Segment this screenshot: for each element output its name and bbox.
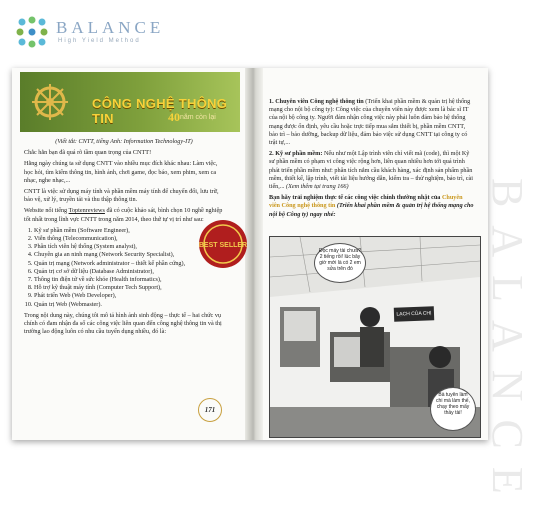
list-item: 7. Thông tin điện tử về sức khỏe (Health informatics),: [34, 276, 224, 284]
paragraph: [24, 207, 224, 223]
right-page: [263, 68, 532, 512]
text: (Triển khai phần mềm & quản trị hệ thống mạng cho nội bộ Công ty) ngay nhé:: [269, 202, 474, 218]
ship-wheel-icon: [30, 82, 70, 122]
list-item: 6. Quản trị cơ sở dữ liệu (Database Administrator),: [34, 268, 224, 276]
logo-brand: BALANCE: [56, 18, 165, 37]
logo: [14, 14, 164, 50]
list-item: 10. Quản trị Web (Webmaster).: [34, 301, 224, 309]
seal-text: BEST SELLER: [198, 242, 248, 249]
logo-tagline: High Yield Method: [58, 38, 141, 44]
item-2-title: Kỹ sư phần mềm:: [275, 150, 323, 158]
paragraph: Hằng ngày chúng ta sử dụng CNTT vào nhiều mục đích khác nhau: Làm việc, học hỏi, tìm kiếm thông tin, hình ảnh, chơi game, đọc báo, xem phim, xem ca nhạc, nghe nhạc,...: [24, 160, 218, 184]
logo-dots-icon: [14, 14, 50, 50]
item-1: 1. Chuyên viên Công nghệ thông tin (Triển khai phần mềm & quản trị hệ thống mạng cho nội bộ công ty): Công việc của chuyên viên này được xem là bác sĩ IT của nội bộ công ty. Người đảm nhận công việc này phải luôn đảm bảo hệ thống mạng được ổn định, yêu cầu hoặc trực tiếp mua sắm thiết bị, phần mềm CNTT, bảo trì – bảo dưỡng, backup dữ liệu, đảm bảo việc sử dụng CNTT tại công ty có trật tự,...: [269, 98, 471, 147]
chapter-banner: [20, 72, 240, 132]
highlight-text: Chuyên viên Công nghệ thông tin: [269, 194, 463, 210]
item-2-reference: (Xem thêm tại trang 166): [286, 183, 349, 191]
text: Bạn hãy trải nghiệm thực tế các công việc chính thường nhật của: [269, 194, 441, 202]
item-2: 2. Kỹ sư phần mềm: Nếu như một Lập trình viên chỉ viết mã (code), thì một Kỹ sư phần mềm có phạm vi công việc rộng hơn, liên quan nhiều hơn tới quá trình phát triển phần mềm như: phân tích nắm cầu khách hàng, xác định sản phẩm phần mềm, thiết kế, lập trình, viết tài liệu hướng dẫn, kiểm tra – thử nghiệm, bảo trì, cài tiến,... (Xem thêm tại trang 166): [269, 150, 473, 191]
right-page-body: [269, 98, 474, 222]
door-sign: LẠCH CỦA CHỊ: [394, 306, 434, 321]
list-item: 4. Chuyên gia an ninh mạng (Network Security Specialist),: [34, 251, 224, 259]
watermark: BALANCE: [483, 178, 532, 512]
left-page-body: [24, 138, 224, 339]
paragraph: CNTT là việc sử dụng máy tính và phần mềm máy tính để chuyển đổi, lưu trữ, bảo vệ, xử lý, truyền tải và thu thập thông tin.: [24, 188, 219, 204]
text: Website nổi tiếng: [24, 207, 68, 215]
chapter-title: CÔNG NGHỆ THÔNG TIN: [92, 96, 228, 126]
website-name: Toptenreviews: [68, 207, 105, 215]
left-page: [12, 68, 246, 440]
comic-illustration: [269, 236, 481, 438]
item-1-text: (Triển khai phần mềm & quản trị hệ thống mạng cho nội bộ công ty): Công việc của chuyên viên này được xem là bác sĩ IT của nội bộ công ty. Người đảm nhận công việc này phải luôn đảm bảo hệ thống mạng được ổn định, yêu cầu hoặc trực tiếp mua sắm thiết bị, phần mềm CNTT, bảo trì – bảo dưỡng, backup dữ liệu, đảm bảo việc sử dụng CNTT tại công ty có trật tự,...: [269, 98, 471, 147]
chapter-subtitle: năm còn lại: [180, 114, 216, 121]
speech-bubble: Đọc máy tài chưa? 2 tiếng rồi! lúc bây giờ mới là có 2 em sửa trên đó: [314, 243, 366, 283]
paragraph: Chắc hẳn bạn đã quá rõ tầm quan trọng của CNTT!: [24, 149, 152, 157]
item-2-text: Nếu như một Lập trình viên chỉ viết mã (code), thì một Kỹ sư phần mềm có phạm vi công việc rộng hơn, liên quan nhiều hơn tới quá trình phát triển phần mềm như: phân tích nắm cầu khách hàng, xác định sản phẩm phần mềm, thiết kế, lập trình, viết tài liệu hướng dẫn, kiểm tra – thử nghiệm, bảo trì, cài tiến,...: [269, 150, 473, 191]
open-book: [12, 68, 532, 512]
list-item: 2. Viễn thông (Telecommunication),: [34, 235, 224, 243]
item-1-title: Chuyên viên Công nghệ thông tin: [275, 98, 364, 105]
chapter-number: 40: [168, 110, 180, 124]
paragraph: Trong nội dung này, chúng tôi mô tả hình ảnh sinh động – thực tế – hai chức vụ chính có đam nhận đa số các công việc liên quan đến công nghệ thông tin và thị trường lao động luôn có nhu cầu tuyển dụng nhiều, đó là:: [24, 311, 222, 336]
comic-prompt: [269, 194, 474, 219]
text: đã có cuộc khảo sát, bình chọn 10 nghề nghiệp tốt nhất trong lĩnh vực CNTT trong năm 2014, theo thứ tự vị trí như sau:: [24, 207, 223, 223]
abbreviation-note: (Viết tắt: CNTT, tiếng Anh: Information Technology-IT): [55, 138, 193, 145]
list-item: 1. Kỹ sư phần mềm (Software Engineer),: [34, 227, 224, 235]
job-list: [24, 227, 224, 309]
page-number: 171: [198, 398, 222, 422]
list-item: 8. Hỗ trợ kỹ thuật máy tính (Computer Tech Support),: [34, 284, 224, 292]
list-item: 5. Quản trị mạng (Network administrator – thiết kế phần cứng),: [34, 260, 224, 268]
list-item: 9. Phát triển Web (Web Developer),: [34, 292, 224, 300]
list-item: 3. Phân tích viên hệ thống (System analyst),: [34, 243, 224, 251]
speech-bubble: Bà tuyên làm chi mà làm thế, chạy theo mấy thầy tài!: [430, 387, 476, 431]
